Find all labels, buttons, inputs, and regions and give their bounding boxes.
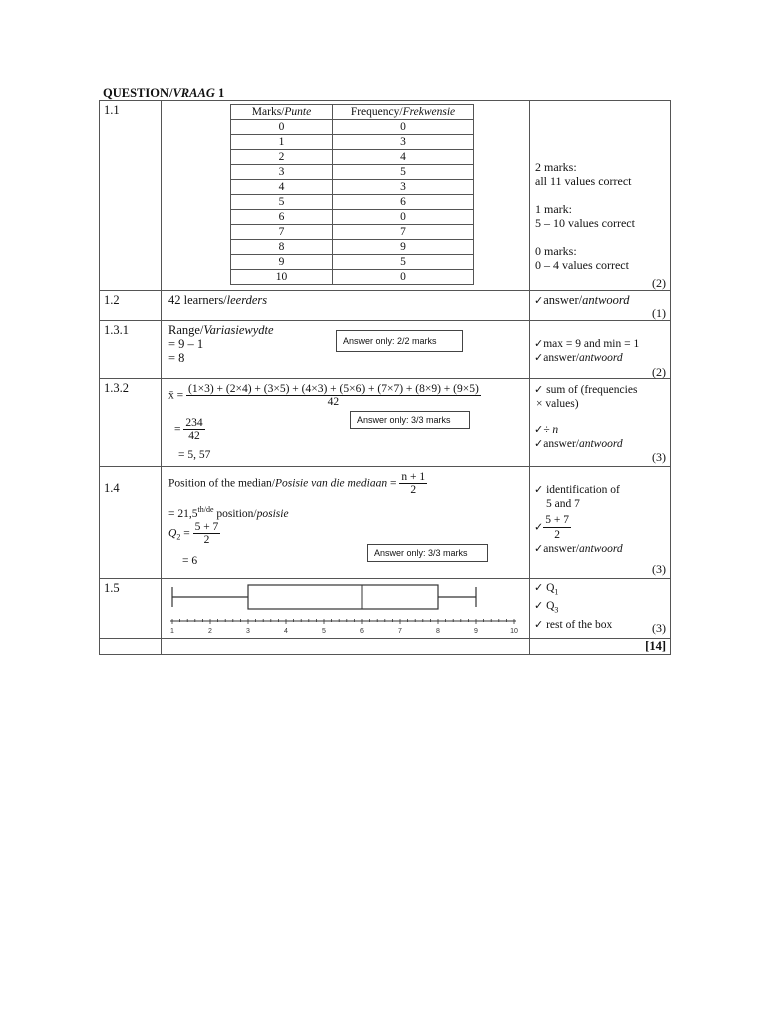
- frequency-row: [231, 255, 474, 270]
- row-1-3-1: [100, 321, 671, 379]
- marks-total: (2): [652, 365, 666, 379]
- answer-cell: Position of the median/Posisie van die mediaan = $\frac{n + 1}{2}$ = $21,5^{th/de}$ position/posisie $Q_2$ = $\frac{5 + 7}{2}$ = 6 Answer only: 3/3 marks: [162, 467, 530, 579]
- frequency-cell: 9: [333, 240, 474, 255]
- check-icon: ✓: [534, 520, 544, 534]
- answer-only-box: Answer only: 2/2 marks: [336, 330, 463, 352]
- marks-total: (3): [652, 621, 666, 635]
- range-calc: = 9 – 1: [168, 337, 204, 351]
- frequency-row: [231, 135, 474, 150]
- frequency-row: [231, 165, 474, 180]
- frequency-header: Frequency/Frekwensie: [333, 105, 474, 120]
- question-number: 1.3.1: [100, 321, 162, 379]
- axis-tick-label: 1: [170, 628, 174, 635]
- frequency-cell: 5: [333, 165, 474, 180]
- mean-numerator: (1×3) + (2×4) + (3×5) + (4×3) + (5×6) + (7×7) + (8×9) + (9×5): [188, 383, 479, 395]
- check-icon: ✓: [534, 437, 544, 450]
- box-and-whisker-plot: [162, 579, 528, 637]
- mark-cell: 2: [231, 150, 333, 165]
- row-1-4: [100, 467, 671, 579]
- question-number: 1.3.2: [100, 379, 162, 467]
- mark-cell: 4: [231, 180, 333, 195]
- marks-header: Marks/Punte: [231, 105, 333, 120]
- check-icon: ✓: [534, 542, 544, 555]
- memo-table: [99, 100, 671, 655]
- question-heading: QUESTION/VRAAG 1: [103, 86, 225, 100]
- question-number: 1.1: [100, 101, 162, 291]
- check-icon: ✓: [534, 483, 544, 496]
- range-result: = 8: [168, 351, 185, 365]
- check-icon: ✓: [534, 423, 544, 436]
- mark-cell: 10: [231, 270, 333, 285]
- question-number: 1.5: [100, 579, 162, 639]
- marks-total: (3): [652, 562, 666, 576]
- axis-tick-label: 3: [246, 628, 250, 635]
- axis-tick-label: 4: [284, 628, 288, 635]
- axis-tick-label: 6: [360, 628, 364, 635]
- axis-tick-label: 8: [436, 628, 440, 635]
- check-icon: ✓: [534, 337, 544, 350]
- question-number: 1.4: [100, 467, 162, 579]
- frequency-cell: 0: [333, 210, 474, 225]
- row-total: [100, 639, 671, 655]
- mark-cell: 6: [231, 210, 333, 225]
- row-1-1: [100, 101, 671, 291]
- row-1-5: [100, 579, 671, 639]
- axis-tick-label: 5: [322, 628, 326, 635]
- frequency-row: [231, 210, 474, 225]
- mark-cell: 7: [231, 225, 333, 240]
- axis-tick-label: 9: [474, 628, 478, 635]
- marking-line: 0 – 4 values correct: [535, 258, 629, 272]
- frequency-cell: 5: [333, 255, 474, 270]
- marking-cell: ✓ sum of (frequencies × values) ✓÷ n ✓answer/antwoord (3): [530, 379, 671, 467]
- marking-cell: ✓answer/antwoord (1): [530, 291, 671, 321]
- frequency-row: [231, 240, 474, 255]
- answer-cell: [162, 101, 530, 291]
- answer-cell: 42 learners/leerders: [162, 291, 530, 321]
- check-icon: ✓: [534, 294, 544, 307]
- marking-line: all 11 values correct: [535, 174, 632, 188]
- mark-cell: 5: [231, 195, 333, 210]
- mark-cell: 0: [231, 120, 333, 135]
- frequency-cell: 6: [333, 195, 474, 210]
- answer-cell: x̄ = (1×3) + (2×4) + (3×5) + (4×3) + (5×6) + (7×7) + (8×9) + (9×5) 42 = $\frac{234}{42}$ = 5, 57 Answer only: 3/3 marks: [162, 379, 530, 467]
- frequency-cell: 0: [333, 120, 474, 135]
- axis-tick-label: 2: [208, 628, 212, 635]
- check-icon: ✓: [534, 617, 544, 631]
- frequency-row: [231, 150, 474, 165]
- axis-tick-label: 10: [510, 628, 518, 635]
- frequency-row: [231, 225, 474, 240]
- axis-tick-label: 7: [398, 628, 402, 635]
- marking-cell: ✓ $Q_1$ ✓ $Q_3$ ✓ rest of the box (3): [530, 579, 671, 639]
- marking-cell: ✓ identification of 5 and 7 ✓ $\frac{5 + 7}{2}$ ✓answer/antwoord (3): [530, 467, 671, 579]
- median-result: = 6: [182, 555, 198, 567]
- frequency-row: [231, 270, 474, 285]
- row-1-3-2: [100, 379, 671, 467]
- marks-total: (3): [652, 450, 666, 464]
- marking-line: 5 – 10 values correct: [535, 216, 635, 230]
- marking-line: 0 marks:: [535, 244, 577, 258]
- answer-only-box: Answer only: 3/3 marks: [350, 411, 470, 429]
- marking-cell: ✓max = 9 and min = 1 ✓answer/antwoord (2): [530, 321, 671, 379]
- check-icon: ✓: [534, 599, 544, 613]
- frequency-row: [231, 120, 474, 135]
- marking-line: 1 mark:: [535, 202, 572, 216]
- frequency-cell: 4: [333, 150, 474, 165]
- marks-total: (2): [652, 276, 666, 290]
- frequency-cell: 3: [333, 180, 474, 195]
- frequency-table: [230, 104, 474, 285]
- mean-denominator: 42: [327, 396, 340, 408]
- mark-cell: 3: [231, 165, 333, 180]
- check-icon: ✓: [534, 383, 544, 396]
- mark-cell: 9: [231, 255, 333, 270]
- marking-cell: [530, 101, 671, 291]
- row-1-2: [100, 291, 671, 321]
- iqr-box: [248, 585, 438, 609]
- frequency-row: [231, 195, 474, 210]
- frequency-row: [231, 180, 474, 195]
- answer-only-box: Answer only: 3/3 marks: [367, 544, 488, 562]
- mark-cell: 1: [231, 135, 333, 150]
- question-number: 1.2: [100, 291, 162, 321]
- check-icon: ✓: [534, 351, 544, 364]
- frequency-cell: 7: [333, 225, 474, 240]
- mean-result: = 5, 57: [178, 449, 211, 461]
- frequency-cell: 0: [333, 270, 474, 285]
- answer-cell: [162, 579, 530, 639]
- answer-cell: Range/Variasiewydte = 9 – 1 = 8 Answer only: 2/2 marks: [162, 321, 530, 379]
- mark-cell: 8: [231, 240, 333, 255]
- frequency-cell: 3: [333, 135, 474, 150]
- check-icon: ✓: [534, 581, 544, 594]
- marking-line: 2 marks:: [535, 160, 577, 174]
- marks-total: (1): [652, 306, 666, 320]
- total-marks: [14]: [530, 639, 671, 655]
